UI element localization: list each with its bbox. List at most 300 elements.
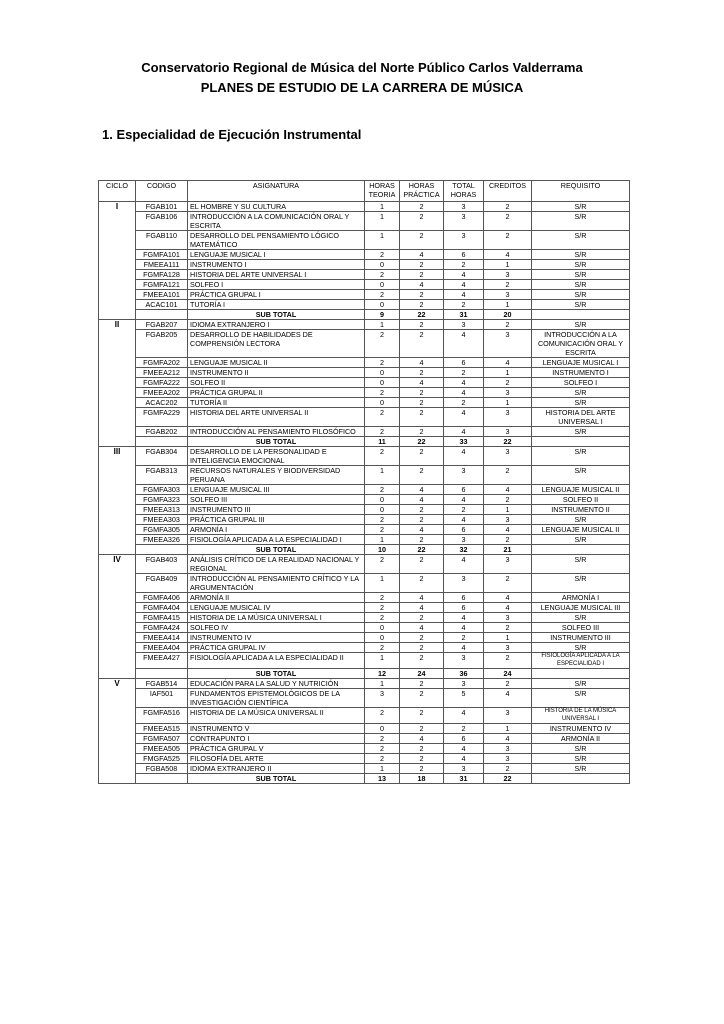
credits: 3 (484, 408, 532, 427)
subtotal-practice: 22 (400, 310, 444, 320)
hours-total: 3 (444, 231, 484, 250)
course-code: FGMFA303 (136, 485, 188, 495)
hours-theory: 2 (365, 525, 400, 535)
requisite: S/R (532, 689, 630, 708)
hours-total: 3 (444, 320, 484, 330)
course-subject: INSTRUMENTO I (188, 260, 365, 270)
hours-practice: 2 (400, 724, 444, 734)
hours-practice: 2 (400, 505, 444, 515)
table-row (99, 378, 630, 388)
table-row (99, 643, 630, 653)
credits: 4 (484, 603, 532, 613)
credits: 2 (484, 574, 532, 593)
course-code: FMEEA212 (136, 368, 188, 378)
requisite: S/R (532, 231, 630, 250)
credits: 1 (484, 505, 532, 515)
hours-theory: 1 (365, 679, 400, 689)
hours-practice: 2 (400, 320, 444, 330)
credits: 3 (484, 643, 532, 653)
course-subject: LENGUAJE MUSICAL III (188, 485, 365, 495)
hours-total: 4 (444, 427, 484, 437)
credits: 1 (484, 260, 532, 270)
hours-practice: 4 (400, 378, 444, 388)
subtotal-credits: 20 (484, 310, 532, 320)
course-subject: RECURSOS NATURALES Y BIODIVERSIDAD PERUANA (188, 466, 365, 485)
hours-theory: 3 (365, 689, 400, 708)
table-row (99, 505, 630, 515)
table-body (99, 202, 630, 784)
hours-theory: 1 (365, 212, 400, 231)
hours-theory: 1 (365, 764, 400, 774)
hours-total: 2 (444, 505, 484, 515)
subtotal-theory: 10 (365, 545, 400, 555)
header-horas-practica: HORAS PRÁCTICA (400, 181, 444, 202)
course-subject: INSTRUMENTO III (188, 505, 365, 515)
course-subject: SOLFEO III (188, 495, 365, 505)
course-subject: FILOSOFÍA DEL ARTE (188, 754, 365, 764)
course-subject: TUTORÍA I (188, 300, 365, 310)
hours-total: 6 (444, 603, 484, 613)
course-code: FGAB106 (136, 212, 188, 231)
hours-theory: 2 (365, 613, 400, 623)
course-subject: PRÁCTICA GRUPAL I (188, 290, 365, 300)
requisite: S/R (532, 574, 630, 593)
table-row (99, 495, 630, 505)
hours-total: 3 (444, 574, 484, 593)
requisite: LENGUAJE MUSICAL I (532, 358, 630, 368)
course-subject: INSTRUMENTO II (188, 368, 365, 378)
hours-practice: 2 (400, 300, 444, 310)
subtotal-label: SUB TOTAL (188, 545, 365, 555)
table-row (99, 398, 630, 408)
hours-total: 2 (444, 260, 484, 270)
study-plan-table (98, 180, 630, 784)
credits: 4 (484, 485, 532, 495)
requisite: LENGUAJE MUSICAL III (532, 603, 630, 613)
hours-total: 2 (444, 398, 484, 408)
requisite: S/R (532, 202, 630, 212)
hours-theory: 2 (365, 593, 400, 603)
table-row (99, 270, 630, 280)
requisite: LENGUAJE MUSICAL II (532, 485, 630, 495)
course-subject: INTRODUCCIÓN AL PENSAMIENTO CRÍTICO Y LA ARGUMENTACIÓN (188, 574, 365, 593)
subtotal-credits: 22 (484, 774, 532, 784)
course-code: FGMFA507 (136, 734, 188, 744)
course-subject: DESARROLLO DE HABILIDADES DE COMPRENSIÓN LECTORA (188, 330, 365, 358)
hours-practice: 2 (400, 466, 444, 485)
course-subject: ANÁLISIS CRÍTICO DE LA REALIDAD NACIONAL Y REGIONAL (188, 555, 365, 574)
course-code: FGMFA323 (136, 495, 188, 505)
subtotal-credits: 22 (484, 437, 532, 447)
hours-theory: 2 (365, 708, 400, 724)
requisite: S/R (532, 764, 630, 774)
hours-practice: 2 (400, 290, 444, 300)
hours-theory: 1 (365, 653, 400, 669)
hours-total: 4 (444, 378, 484, 388)
requisite: INSTRUMENTO I (532, 368, 630, 378)
table-row (99, 212, 630, 231)
hours-total: 4 (444, 613, 484, 623)
course-subject: PRÁCTICA GRUPAL IV (188, 643, 365, 653)
course-code: IAF501 (136, 689, 188, 708)
credits: 1 (484, 368, 532, 378)
course-code: FGAB202 (136, 427, 188, 437)
course-subject: INSTRUMENTO V (188, 724, 365, 734)
hours-total: 4 (444, 447, 484, 466)
subtotal-requisite-empty (532, 669, 630, 679)
table-row (99, 320, 630, 330)
course-subject: LENGUAJE MUSICAL II (188, 358, 365, 368)
subtotal-row (99, 669, 630, 679)
table-row (99, 574, 630, 593)
hours-total: 3 (444, 212, 484, 231)
table-row (99, 679, 630, 689)
subtotal-hours: 32 (444, 545, 484, 555)
requisite: S/R (532, 679, 630, 689)
table-row (99, 754, 630, 764)
hours-theory: 0 (365, 260, 400, 270)
credits: 4 (484, 358, 532, 368)
hours-practice: 2 (400, 744, 444, 754)
subtotal-requisite-empty (532, 310, 630, 320)
hours-practice: 2 (400, 754, 444, 764)
subtotal-hours: 31 (444, 774, 484, 784)
course-subject: HISTORIA DEL ARTE UNIVERSAL I (188, 270, 365, 280)
document-title: Conservatorio Regional de Música del Norte Público Carlos Valderrama (141, 60, 583, 75)
credits: 4 (484, 734, 532, 744)
table-row (99, 633, 630, 643)
header-codigo: CODIGO (136, 181, 188, 202)
hours-theory: 2 (365, 744, 400, 754)
cycle-label: V (99, 679, 136, 784)
hours-theory: 2 (365, 643, 400, 653)
hours-practice: 2 (400, 388, 444, 398)
credits: 1 (484, 398, 532, 408)
hours-total: 4 (444, 643, 484, 653)
document-subtitle: PLANES DE ESTUDIO DE LA CARRERA DE MÚSICA (200, 80, 524, 95)
course-subject: HISTORIA DE LA MÚSICA UNIVERSAL I (188, 613, 365, 623)
hours-theory: 2 (365, 408, 400, 427)
hours-total: 2 (444, 724, 484, 734)
subtotal-theory: 13 (365, 774, 400, 784)
credits: 2 (484, 320, 532, 330)
course-code: FGAB205 (136, 330, 188, 358)
hours-theory: 2 (365, 388, 400, 398)
requisite: LENGUAJE MUSICAL II (532, 525, 630, 535)
header-total-horas: TOTAL HORAS (444, 181, 484, 202)
subtotal-requisite-empty (532, 545, 630, 555)
subtotal-practice: 18 (400, 774, 444, 784)
hours-practice: 4 (400, 623, 444, 633)
subtotal-empty-cell (136, 545, 188, 555)
hours-total: 3 (444, 202, 484, 212)
subtotal-label: SUB TOTAL (188, 774, 365, 784)
credits: 2 (484, 495, 532, 505)
subtotal-row (99, 545, 630, 555)
course-code: FGMFA229 (136, 408, 188, 427)
hours-theory: 2 (365, 485, 400, 495)
table-row (99, 388, 630, 398)
subtotal-requisite-empty (532, 437, 630, 447)
hours-practice: 4 (400, 525, 444, 535)
requisite: S/R (532, 398, 630, 408)
credits: 2 (484, 679, 532, 689)
course-subject: FISIOLOGÍA APLICADA A LA ESPECIALIDAD I (188, 535, 365, 545)
course-subject: ARMONÍA II (188, 593, 365, 603)
hours-total: 6 (444, 734, 484, 744)
table-row (99, 466, 630, 485)
hours-theory: 2 (365, 358, 400, 368)
course-subject: SOLFEO I (188, 280, 365, 290)
table-row (99, 764, 630, 774)
subtotal-requisite-empty (532, 774, 630, 784)
hours-practice: 2 (400, 270, 444, 280)
hours-total: 2 (444, 633, 484, 643)
hours-theory: 2 (365, 250, 400, 260)
requisite: ARMONÍA I (532, 593, 630, 603)
course-subject: INTRODUCCIÓN AL PENSAMIENTO FILOSÓFICO (188, 427, 365, 437)
requisite: INSTRUMENTO IV (532, 724, 630, 734)
hours-practice: 4 (400, 734, 444, 744)
credits: 2 (484, 623, 532, 633)
table-row (99, 408, 630, 427)
course-subject: EDUCACIÓN PARA LA SALUD Y NUTRICIÓN (188, 679, 365, 689)
hours-theory: 0 (365, 300, 400, 310)
hours-total: 4 (444, 744, 484, 754)
hours-total: 4 (444, 388, 484, 398)
header-ciclo: CICLO (99, 181, 136, 202)
hours-total: 3 (444, 466, 484, 485)
hours-theory: 2 (365, 427, 400, 437)
table-row (99, 447, 630, 466)
requisite: S/R (532, 466, 630, 485)
subtotal-practice: 24 (400, 669, 444, 679)
credits: 2 (484, 653, 532, 669)
hours-practice: 2 (400, 535, 444, 545)
header-horas-teoria: HORAS TEORIA (365, 181, 400, 202)
course-subject: FISIOLOGÍA APLICADA A LA ESPECIALIDAD II (188, 653, 365, 669)
course-code: FMEEA202 (136, 388, 188, 398)
credits: 4 (484, 525, 532, 535)
hours-theory: 1 (365, 202, 400, 212)
credits: 2 (484, 535, 532, 545)
course-code: FMEEA505 (136, 744, 188, 754)
cycle-label: I (99, 202, 136, 320)
subtotal-hours: 36 (444, 669, 484, 679)
course-code: FGAB101 (136, 202, 188, 212)
course-code: FGMFA222 (136, 378, 188, 388)
course-subject: INSTRUMENTO IV (188, 633, 365, 643)
hours-total: 3 (444, 653, 484, 669)
hours-theory: 0 (365, 623, 400, 633)
credits: 2 (484, 466, 532, 485)
course-subject: ARMONÍA I (188, 525, 365, 535)
header-creditos: CREDITOS (484, 181, 532, 202)
hours-practice: 2 (400, 689, 444, 708)
course-code: FGAB403 (136, 555, 188, 574)
hours-theory: 2 (365, 447, 400, 466)
hours-practice: 2 (400, 574, 444, 593)
credits: 1 (484, 300, 532, 310)
hours-theory: 2 (365, 515, 400, 525)
hours-theory: 0 (365, 633, 400, 643)
hours-practice: 2 (400, 643, 444, 653)
requisite: SOLFEO II (532, 495, 630, 505)
hours-total: 6 (444, 485, 484, 495)
cycle-label: II (99, 320, 136, 447)
subtotal-row (99, 310, 630, 320)
subtotal-label: SUB TOTAL (188, 669, 365, 679)
credits: 2 (484, 202, 532, 212)
requisite: S/R (532, 280, 630, 290)
course-subject: PRÁCTICA GRUPAL III (188, 515, 365, 525)
hours-total: 3 (444, 535, 484, 545)
hours-theory: 0 (365, 505, 400, 515)
course-code: FGMFA404 (136, 603, 188, 613)
credits: 4 (484, 593, 532, 603)
course-code: FGMFA516 (136, 708, 188, 724)
course-code: FGMFA202 (136, 358, 188, 368)
hours-total: 6 (444, 358, 484, 368)
hours-theory: 0 (365, 280, 400, 290)
requisite: S/R (532, 212, 630, 231)
course-subject: HISTORIA DE LA MÚSICA UNIVERSAL II (188, 708, 365, 724)
credits: 1 (484, 724, 532, 734)
course-code: FGAB514 (136, 679, 188, 689)
hours-practice: 2 (400, 447, 444, 466)
hours-theory: 0 (365, 495, 400, 505)
table-row (99, 427, 630, 437)
hours-practice: 2 (400, 368, 444, 378)
table-row (99, 613, 630, 623)
requisite: HISTORIA DEL ARTE UNIVERSAL I (532, 408, 630, 427)
hours-total: 6 (444, 593, 484, 603)
credits: 2 (484, 764, 532, 774)
course-subject: FUNDAMENTOS EPISTEMOLÓGICOS DE LA INVESTIGACIÓN CIENTÍFICA (188, 689, 365, 708)
course-code: FGAB313 (136, 466, 188, 485)
requisite: FISIOLOGÍA APLICADA A LA ESPECIALIDAD I (532, 653, 630, 669)
requisite: S/R (532, 300, 630, 310)
credits: 1 (484, 633, 532, 643)
course-subject: PRÁCTICA GRUPAL II (188, 388, 365, 398)
course-subject: DESARROLLO DE LA PERSONALIDAD E INTELIGENCIA EMOCIONAL (188, 447, 365, 466)
subtotal-hours: 33 (444, 437, 484, 447)
hours-total: 4 (444, 515, 484, 525)
table-row (99, 734, 630, 744)
hours-total: 4 (444, 623, 484, 633)
hours-theory: 2 (365, 290, 400, 300)
hours-theory: 1 (365, 466, 400, 485)
hours-total: 2 (444, 300, 484, 310)
requisite: ARMONÍA II (532, 734, 630, 744)
hours-theory: 2 (365, 555, 400, 574)
hours-practice: 4 (400, 495, 444, 505)
hours-total: 4 (444, 708, 484, 724)
hours-practice: 2 (400, 427, 444, 437)
course-subject: HISTORIA DEL ARTE UNIVERSAL II (188, 408, 365, 427)
table-row (99, 485, 630, 495)
course-subject: EL HOMBRE Y SU CULTURA (188, 202, 365, 212)
hours-theory: 2 (365, 270, 400, 280)
course-code: FGMFA121 (136, 280, 188, 290)
course-code: FGAB110 (136, 231, 188, 250)
course-code: FGBA508 (136, 764, 188, 774)
requisite: S/R (532, 515, 630, 525)
table-row (99, 330, 630, 358)
credits: 3 (484, 388, 532, 398)
course-code: FMEEA111 (136, 260, 188, 270)
course-code: FGMFA406 (136, 593, 188, 603)
requisite: S/R (532, 555, 630, 574)
hours-practice: 2 (400, 708, 444, 724)
hours-practice: 2 (400, 613, 444, 623)
table-row (99, 202, 630, 212)
hours-practice: 2 (400, 260, 444, 270)
hours-practice: 2 (400, 764, 444, 774)
course-subject: SOLFEO IV (188, 623, 365, 633)
table-row (99, 535, 630, 545)
hours-theory: 2 (365, 754, 400, 764)
table-row (99, 525, 630, 535)
subtotal-practice: 22 (400, 545, 444, 555)
credits: 3 (484, 330, 532, 358)
course-code: FMEEA414 (136, 633, 188, 643)
course-code: FMEEA515 (136, 724, 188, 734)
credits: 2 (484, 378, 532, 388)
course-subject: INTRODUCCIÓN A LA COMUNICACIÓN ORAL Y ESCRITA (188, 212, 365, 231)
hours-practice: 4 (400, 250, 444, 260)
requisite: S/R (532, 447, 630, 466)
table-row (99, 689, 630, 708)
hours-total: 4 (444, 555, 484, 574)
table-row (99, 280, 630, 290)
hours-theory: 2 (365, 734, 400, 744)
hours-total: 4 (444, 754, 484, 764)
hours-total: 5 (444, 689, 484, 708)
course-code: FGMFA128 (136, 270, 188, 280)
credits: 3 (484, 555, 532, 574)
requisite: INSTRUMENTO III (532, 633, 630, 643)
subtotal-empty-cell (136, 437, 188, 447)
hours-practice: 4 (400, 603, 444, 613)
hours-theory: 1 (365, 231, 400, 250)
credits: 3 (484, 447, 532, 466)
course-subject: PRÁCTICA GRUPAL V (188, 744, 365, 754)
hours-practice: 2 (400, 202, 444, 212)
requisite: INTRODUCCIÓN A LA COMUNICACIÓN ORAL Y ESCRITA (532, 330, 630, 358)
table-row (99, 250, 630, 260)
requisite: S/R (532, 427, 630, 437)
hours-practice: 2 (400, 398, 444, 408)
course-code: FMEEA427 (136, 653, 188, 669)
credits: 3 (484, 515, 532, 525)
credits: 3 (484, 613, 532, 623)
course-subject: TUTORÍA II (188, 398, 365, 408)
credits: 2 (484, 231, 532, 250)
table-row (99, 555, 630, 574)
subtotal-row (99, 774, 630, 784)
table-row (99, 515, 630, 525)
cycle-label: IV (99, 555, 136, 679)
course-subject: IDIOMA EXTRANJERO I (188, 320, 365, 330)
requisite: S/R (532, 320, 630, 330)
hours-practice: 2 (400, 679, 444, 689)
course-code: FGMFA424 (136, 623, 188, 633)
credits: 3 (484, 754, 532, 764)
hours-practice: 4 (400, 280, 444, 290)
course-code: FGMFA415 (136, 613, 188, 623)
subtotal-credits: 24 (484, 669, 532, 679)
